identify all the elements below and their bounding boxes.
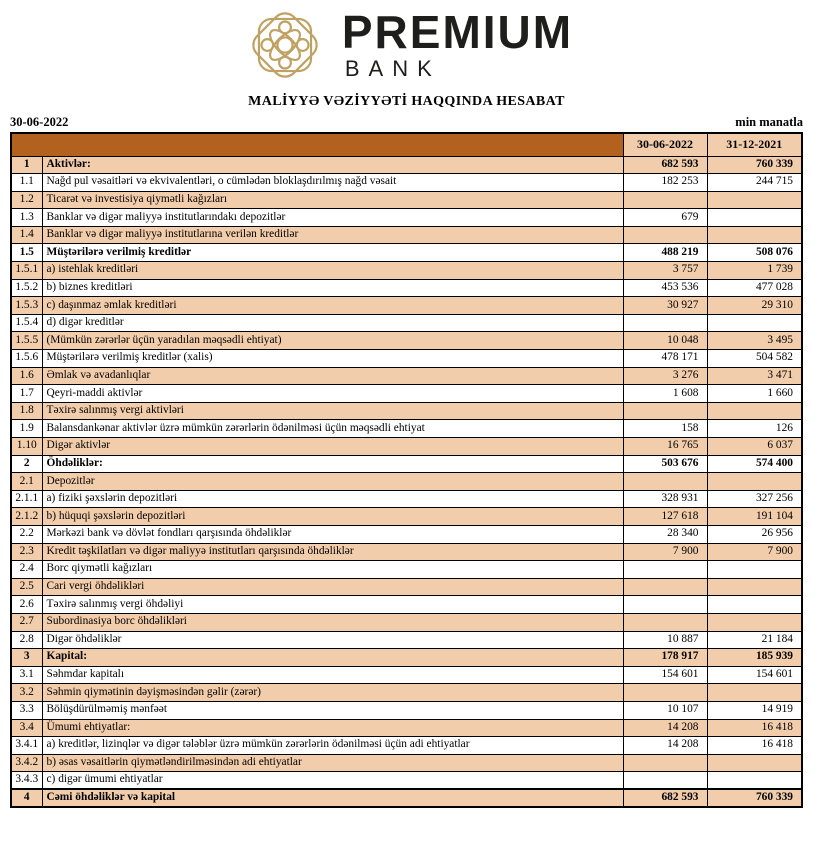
row-number: 3.1 (11, 666, 42, 684)
row-number: 1.6 (11, 367, 42, 385)
table-row (11, 156, 802, 174)
row-label: a) kreditlər, lizinqlər və digər tələblər üzrə mümkün zərərlərin ödənilməsi üçün adi ehtiyatlar (42, 737, 623, 755)
row-value-current: 127 618 (623, 508, 707, 526)
column-header-previous: 31-12-2021 (707, 133, 802, 156)
row-number: 2.5 (11, 578, 42, 596)
table-row (11, 666, 802, 684)
row-label: Əmlak və avadanlıqlar (42, 367, 623, 385)
row-value-previous: 760 339 (707, 156, 802, 174)
row-value-current: 30 927 (623, 297, 707, 315)
row-value-previous: 16 418 (707, 737, 802, 755)
row-value-previous: 1 660 (707, 385, 802, 403)
row-value-current: 10 887 (623, 631, 707, 649)
row-value-current: 3 276 (623, 367, 707, 385)
row-number: 2.3 (11, 543, 42, 561)
row-number: 1.3 (11, 209, 42, 227)
row-value-previous (707, 561, 802, 579)
table-row (11, 350, 802, 368)
row-value-current: 682 593 (623, 156, 707, 174)
unit-label: min manatla (735, 115, 803, 129)
table-row (11, 174, 802, 192)
row-value-previous (707, 191, 802, 209)
row-number: 1.2 (11, 191, 42, 209)
row-value-current: 16 765 (623, 438, 707, 456)
row-value-previous: 327 256 (707, 490, 802, 508)
row-value-previous (707, 314, 802, 332)
row-number: 1 (11, 156, 42, 174)
row-value-previous: 508 076 (707, 244, 802, 262)
row-value-current (623, 772, 707, 790)
row-value-current: 328 931 (623, 490, 707, 508)
row-value-current: 10 107 (623, 701, 707, 719)
row-value-current (623, 754, 707, 772)
row-value-previous (707, 596, 802, 614)
row-number: 4 (11, 789, 42, 807)
row-value-current: 503 676 (623, 455, 707, 473)
row-value-current (623, 226, 707, 244)
row-value-previous: 504 582 (707, 350, 802, 368)
row-label: Bölüşdürülməmiş mənfəət (42, 701, 623, 719)
row-value-current (623, 684, 707, 702)
report-meta-row (10, 115, 803, 130)
row-value-current: 3 757 (623, 262, 707, 280)
row-value-previous (707, 684, 802, 702)
row-number: 2.4 (11, 561, 42, 579)
row-label: Ticarət və investisiya qiymətli kağızları (42, 191, 623, 209)
header-band (11, 133, 623, 156)
row-label: Cəmi öhdəliklər və kapital (42, 789, 623, 807)
row-value-current: 158 (623, 420, 707, 438)
row-value-previous: 1 739 (707, 262, 802, 280)
row-value-previous (707, 209, 802, 227)
row-label: d) digər kreditlər (42, 314, 623, 332)
brand-name: PREMIUM (341, 5, 574, 58)
row-number: 3.4.1 (11, 737, 42, 755)
row-value-current: 14 208 (623, 719, 707, 737)
row-label: (Mümkün zərərlər üçün yaradılan məqsədli ehtiyat) (42, 332, 623, 350)
row-value-previous: 154 601 (707, 666, 802, 684)
row-value-previous (707, 613, 802, 631)
row-label: Banklar və digər maliyyə institutlarındakı depozitlər (42, 209, 623, 227)
row-value-previous: 244 715 (707, 174, 802, 192)
row-number: 1.5.5 (11, 332, 42, 350)
row-label: Subordinasiya borc öhdəlikləri (42, 613, 623, 631)
row-value-previous: 760 339 (707, 789, 802, 807)
row-number: 2.6 (11, 596, 42, 614)
table-row (11, 789, 802, 807)
row-label: Səhmdar kapitalı (42, 666, 623, 684)
table-header-row (11, 133, 802, 156)
table-row (11, 525, 802, 543)
row-value-previous: 3 495 (707, 332, 802, 350)
row-value-previous (707, 772, 802, 790)
table-row (11, 561, 802, 579)
row-label: Borc qiymətli kağızları (42, 561, 623, 579)
row-label: a) fiziki şəxslərin depozitləri (42, 490, 623, 508)
table-row (11, 543, 802, 561)
row-value-current (623, 402, 707, 420)
table-row (11, 649, 802, 667)
row-value-current: 14 208 (623, 737, 707, 755)
row-number: 3.2 (11, 684, 42, 702)
row-value-current (623, 473, 707, 491)
row-value-current: 178 917 (623, 649, 707, 667)
row-label: b) hüquqi şəxslərin depozitləri (42, 508, 623, 526)
row-value-previous: 477 028 (707, 279, 802, 297)
row-label: Nağd pul vəsaitləri və ekvivalentləri, o cümlədən bloklaşdırılmış nağd vəsait (42, 174, 623, 192)
brand-subtitle: BANK (344, 55, 441, 81)
table-row (11, 297, 802, 315)
table-row (11, 279, 802, 297)
balance-sheet-table (10, 132, 803, 808)
row-label: c) digər ümumi ehtiyatlar (42, 772, 623, 790)
row-value-previous: 21 184 (707, 631, 802, 649)
table-row (11, 226, 802, 244)
report-date: 30-06-2022 (10, 115, 69, 129)
row-value-current: 28 340 (623, 525, 707, 543)
row-value-current: 478 171 (623, 350, 707, 368)
table-row (11, 719, 802, 737)
row-label: Digər öhdəliklər (42, 631, 623, 649)
row-value-previous (707, 578, 802, 596)
table-row (11, 262, 802, 280)
row-number: 1.8 (11, 402, 42, 420)
row-label: b) biznes kreditləri (42, 279, 623, 297)
table-row (11, 455, 802, 473)
row-value-previous: 16 418 (707, 719, 802, 737)
row-number: 3.4 (11, 719, 42, 737)
row-value-previous (707, 226, 802, 244)
table-row (11, 490, 802, 508)
report-title: MALİYYƏ VƏZİYYƏTİ HAQQINDA HESABAT (248, 94, 565, 109)
row-label: Kredit təşkilatları və digər maliyyə institutları qarşısında öhdəliklər (42, 543, 623, 561)
row-value-previous: 6 037 (707, 438, 802, 456)
table-row (11, 385, 802, 403)
row-number: 1.4 (11, 226, 42, 244)
row-number: 2.7 (11, 613, 42, 631)
row-value-current: 453 536 (623, 279, 707, 297)
row-label: Balansdankənar aktivlər üzrə mümkün zərərlərin ödənilməsi üçün məqsədli ehtiyat (42, 420, 623, 438)
row-label: Depozitlər (42, 473, 623, 491)
row-number: 1.5 (11, 244, 42, 262)
row-label: Ümumi ehtiyatlar: (42, 719, 623, 737)
row-label: a) istehlak kreditləri (42, 262, 623, 280)
row-number: 2.1.2 (11, 508, 42, 526)
row-label: Müştərilərə verilmiş kreditlər (xalis) (42, 350, 623, 368)
row-number: 3.4.2 (11, 754, 42, 772)
brand-text-block (341, 5, 574, 82)
row-label: Mərkəzi bank və dövlət fondları qarşısında öhdəliklər (42, 525, 623, 543)
row-number: 1.5.2 (11, 279, 42, 297)
table-row (11, 631, 802, 649)
table-row (11, 438, 802, 456)
row-label: Qeyri-maddi aktivlər (42, 385, 623, 403)
row-number: 3.3 (11, 701, 42, 719)
row-value-current (623, 613, 707, 631)
row-number: 1.5.4 (11, 314, 42, 332)
row-value-previous: 26 956 (707, 525, 802, 543)
row-value-current: 488 219 (623, 244, 707, 262)
premium-bank-logo-icon (240, 3, 330, 87)
bank-header (10, 0, 803, 88)
table-row (11, 314, 802, 332)
table-row (11, 402, 802, 420)
row-value-previous (707, 473, 802, 491)
row-value-previous: 191 104 (707, 508, 802, 526)
table-row (11, 613, 802, 631)
row-number: 2.1 (11, 473, 42, 491)
row-value-previous: 574 400 (707, 455, 802, 473)
table-row (11, 737, 802, 755)
row-value-previous (707, 402, 802, 420)
table-row (11, 420, 802, 438)
row-value-current (623, 561, 707, 579)
row-label: b) əsas vəsaitlərin qiymətləndirilməsindən adi ehtiyatlar (42, 754, 623, 772)
row-value-current (623, 596, 707, 614)
row-number: 2.8 (11, 631, 42, 649)
row-number: 2.1.1 (11, 490, 42, 508)
row-number: 1.5.1 (11, 262, 42, 280)
row-value-current: 682 593 (623, 789, 707, 807)
row-number: 1.5.3 (11, 297, 42, 315)
table-row (11, 332, 802, 350)
row-number: 3.4.3 (11, 772, 42, 790)
row-value-current (623, 191, 707, 209)
row-label: Kapital: (42, 649, 623, 667)
row-label: Öhdəliklər: (42, 455, 623, 473)
row-number: 1.9 (11, 420, 42, 438)
row-label: Müştərilərə verilmiş kreditlər (42, 244, 623, 262)
column-header-current: 30-06-2022 (623, 133, 707, 156)
row-value-previous (707, 754, 802, 772)
row-number: 3 (11, 649, 42, 667)
row-value-previous: 14 919 (707, 701, 802, 719)
row-value-current: 679 (623, 209, 707, 227)
table-row (11, 367, 802, 385)
row-value-previous: 3 471 (707, 367, 802, 385)
row-number: 2 (11, 455, 42, 473)
table-row (11, 578, 802, 596)
table-row (11, 772, 802, 790)
row-label: Aktivlər: (42, 156, 623, 174)
row-number: 1.1 (11, 174, 42, 192)
row-number: 1.5.6 (11, 350, 42, 368)
row-value-previous: 7 900 (707, 543, 802, 561)
row-label: Cari vergi öhdəlikləri (42, 578, 623, 596)
row-value-previous: 185 939 (707, 649, 802, 667)
row-label: c) daşınmaz əmlak kreditləri (42, 297, 623, 315)
row-value-previous: 29 310 (707, 297, 802, 315)
row-label: Təxirə salınmış vergi öhdəliyi (42, 596, 623, 614)
table-row (11, 684, 802, 702)
table-row (11, 473, 802, 491)
table-row (11, 596, 802, 614)
table-row (11, 191, 802, 209)
row-value-current: 182 253 (623, 174, 707, 192)
row-label: Təxirə salınmış vergi aktivləri (42, 402, 623, 420)
row-value-current: 10 048 (623, 332, 707, 350)
table-row (11, 508, 802, 526)
row-value-current (623, 578, 707, 596)
table-row (11, 209, 802, 227)
table-row (11, 754, 802, 772)
row-value-current (623, 314, 707, 332)
row-number: 2.2 (11, 525, 42, 543)
row-value-previous: 126 (707, 420, 802, 438)
table-row (11, 701, 802, 719)
row-value-current: 1 608 (623, 385, 707, 403)
table-row (11, 244, 802, 262)
row-label: Səhmin qiymətinin dəyişməsindən gəlir (zərər) (42, 684, 623, 702)
row-number: 1.7 (11, 385, 42, 403)
row-label: Digər aktivlər (42, 438, 623, 456)
row-value-current: 154 601 (623, 666, 707, 684)
row-number: 1.10 (11, 438, 42, 456)
row-label: Banklar və digər maliyyə institutlarına verilən kreditlər (42, 226, 623, 244)
row-value-current: 7 900 (623, 543, 707, 561)
